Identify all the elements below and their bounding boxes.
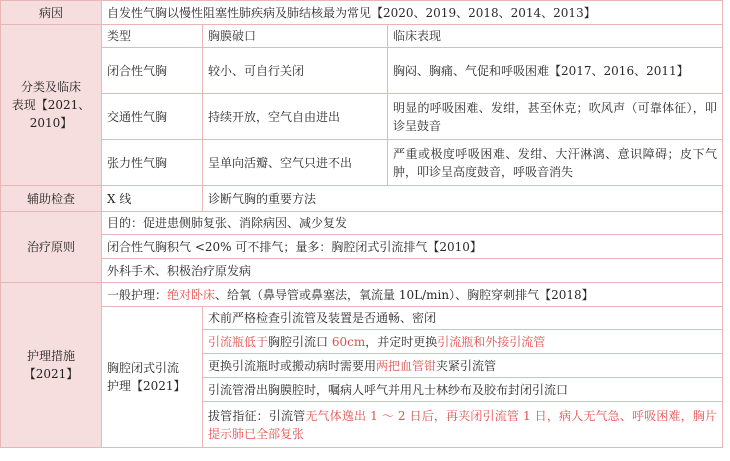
drainage-highlight: 60cm [331, 334, 366, 349]
col-manifest-header: 临床表现 [388, 25, 723, 48]
treatment-line: 闭合性气胸积气 <20% 可不排气；量多：胸腔闭式引流排气【2010】 [102, 235, 723, 259]
row-tension-pneumothorax [1, 140, 723, 186]
pleura-cell: 呈单向活瓣、空气只进不出 [203, 140, 388, 186]
row-etiology [1, 1, 723, 25]
drainage-text: ，并定时更换 [365, 334, 438, 349]
manifest-cell: 严重或极度呼吸困难、发绀、大汗淋漓、意识障碍；皮下气肿，叩诊呈高度鼓音，呼吸音消失 [388, 140, 723, 186]
type-cell: 张力性气胸 [102, 140, 203, 186]
drainage-text: 拔管指征：引流管 [208, 408, 306, 423]
drainage-label [102, 307, 203, 448]
drainage-item [203, 330, 723, 354]
row-treatment-1 [1, 212, 723, 235]
drainage-label-line2: 护理【2021】 [107, 379, 186, 393]
drainage-item: 引流管滑出胸膜腔时，嘱病人呼气并用凡士林纱布及胶布封闭引流口 [203, 378, 723, 402]
drainage-text: 更换引流瓶时或搬动病时需要用 [208, 358, 377, 373]
etiology-text: 自发性气胸以慢性阻塞性肺疾病及肺结核最为常见【2020、2019、2018、2014、2013】 [102, 1, 723, 25]
drainage-item [203, 354, 723, 378]
drainage-item: 术前严格检查引流管及装置是否通畅、密闭 [203, 307, 723, 330]
treatment-label: 治疗原则 [1, 212, 102, 283]
row-nursing-general [1, 283, 723, 307]
row-treatment-2 [1, 235, 723, 259]
auxiliary-desc: 诊断气胸的重要方法 [203, 186, 723, 212]
row-classification-header [1, 25, 723, 48]
classification-label-line2: 表现【2021、 [11, 98, 91, 112]
pleura-cell: 较小、可自行关闭 [203, 48, 388, 94]
auxiliary-label: 辅助检查 [1, 186, 102, 212]
row-closed-pneumothorax [1, 48, 723, 94]
pleura-cell: 持续开放，空气自由进出 [203, 94, 388, 140]
classification-label-line3: 2010】 [29, 116, 73, 130]
type-cell: 交通性气胸 [102, 94, 203, 140]
drainage-label-line1: 胸腔闭式引流 [107, 361, 180, 375]
general-suffix: 、给氧（鼻导管或鼻塞法，氧流量 10L/min）、胸腔穿刺排气【2018】 [215, 287, 594, 302]
drainage-highlight: 两把血管钳 [376, 358, 437, 373]
col-type-header: 类型 [102, 25, 203, 48]
manifest-cell: 明显的呼吸困难、发绀，甚至休克；吹风声（可靠体征），叩诊呈鼓音 [388, 94, 723, 140]
type-cell: 闭合性气胸 [102, 48, 203, 94]
drainage-highlight: 引流瓶低于 [208, 334, 269, 349]
nursing-general [102, 283, 723, 307]
drainage-item [203, 402, 723, 448]
classification-label [1, 25, 102, 186]
nursing-label: 护理措施【2021】 [1, 283, 102, 448]
drainage-text: 胸腔引流口 [268, 334, 332, 349]
drainage-highlight: 无气体逸出 1 ～ 2 日后，再夹闭引流管 1 日，病人无气急、呼吸困难，胸片提示肺已全部复张 [208, 408, 718, 441]
row-auxiliary [1, 186, 723, 212]
general-prefix: 一般护理： [107, 287, 168, 302]
row-open-pneumothorax [1, 94, 723, 140]
auxiliary-exam: X 线 [102, 186, 203, 212]
etiology-label: 病因 [1, 1, 102, 25]
row-drainage-1 [1, 307, 723, 330]
classification-label-line1: 分类及临床 [20, 80, 81, 94]
general-highlight: 绝对卧床 [167, 287, 216, 302]
drainage-text: 夹紧引流管 [436, 358, 497, 373]
col-pleura-header: 胸膜破口 [203, 25, 388, 48]
treatment-line: 目的：促进患侧肺复张、消除病因、减少复发 [102, 212, 723, 235]
manifest-cell: 胸闷、胸痛、气促和呼吸困难【2017、2016、2011】 [388, 48, 723, 94]
row-treatment-3 [1, 259, 723, 283]
treatment-line: 外科手术、积极治疗原发病 [102, 259, 723, 283]
drainage-highlight: 引流瓶和外接引流管 [437, 334, 546, 349]
